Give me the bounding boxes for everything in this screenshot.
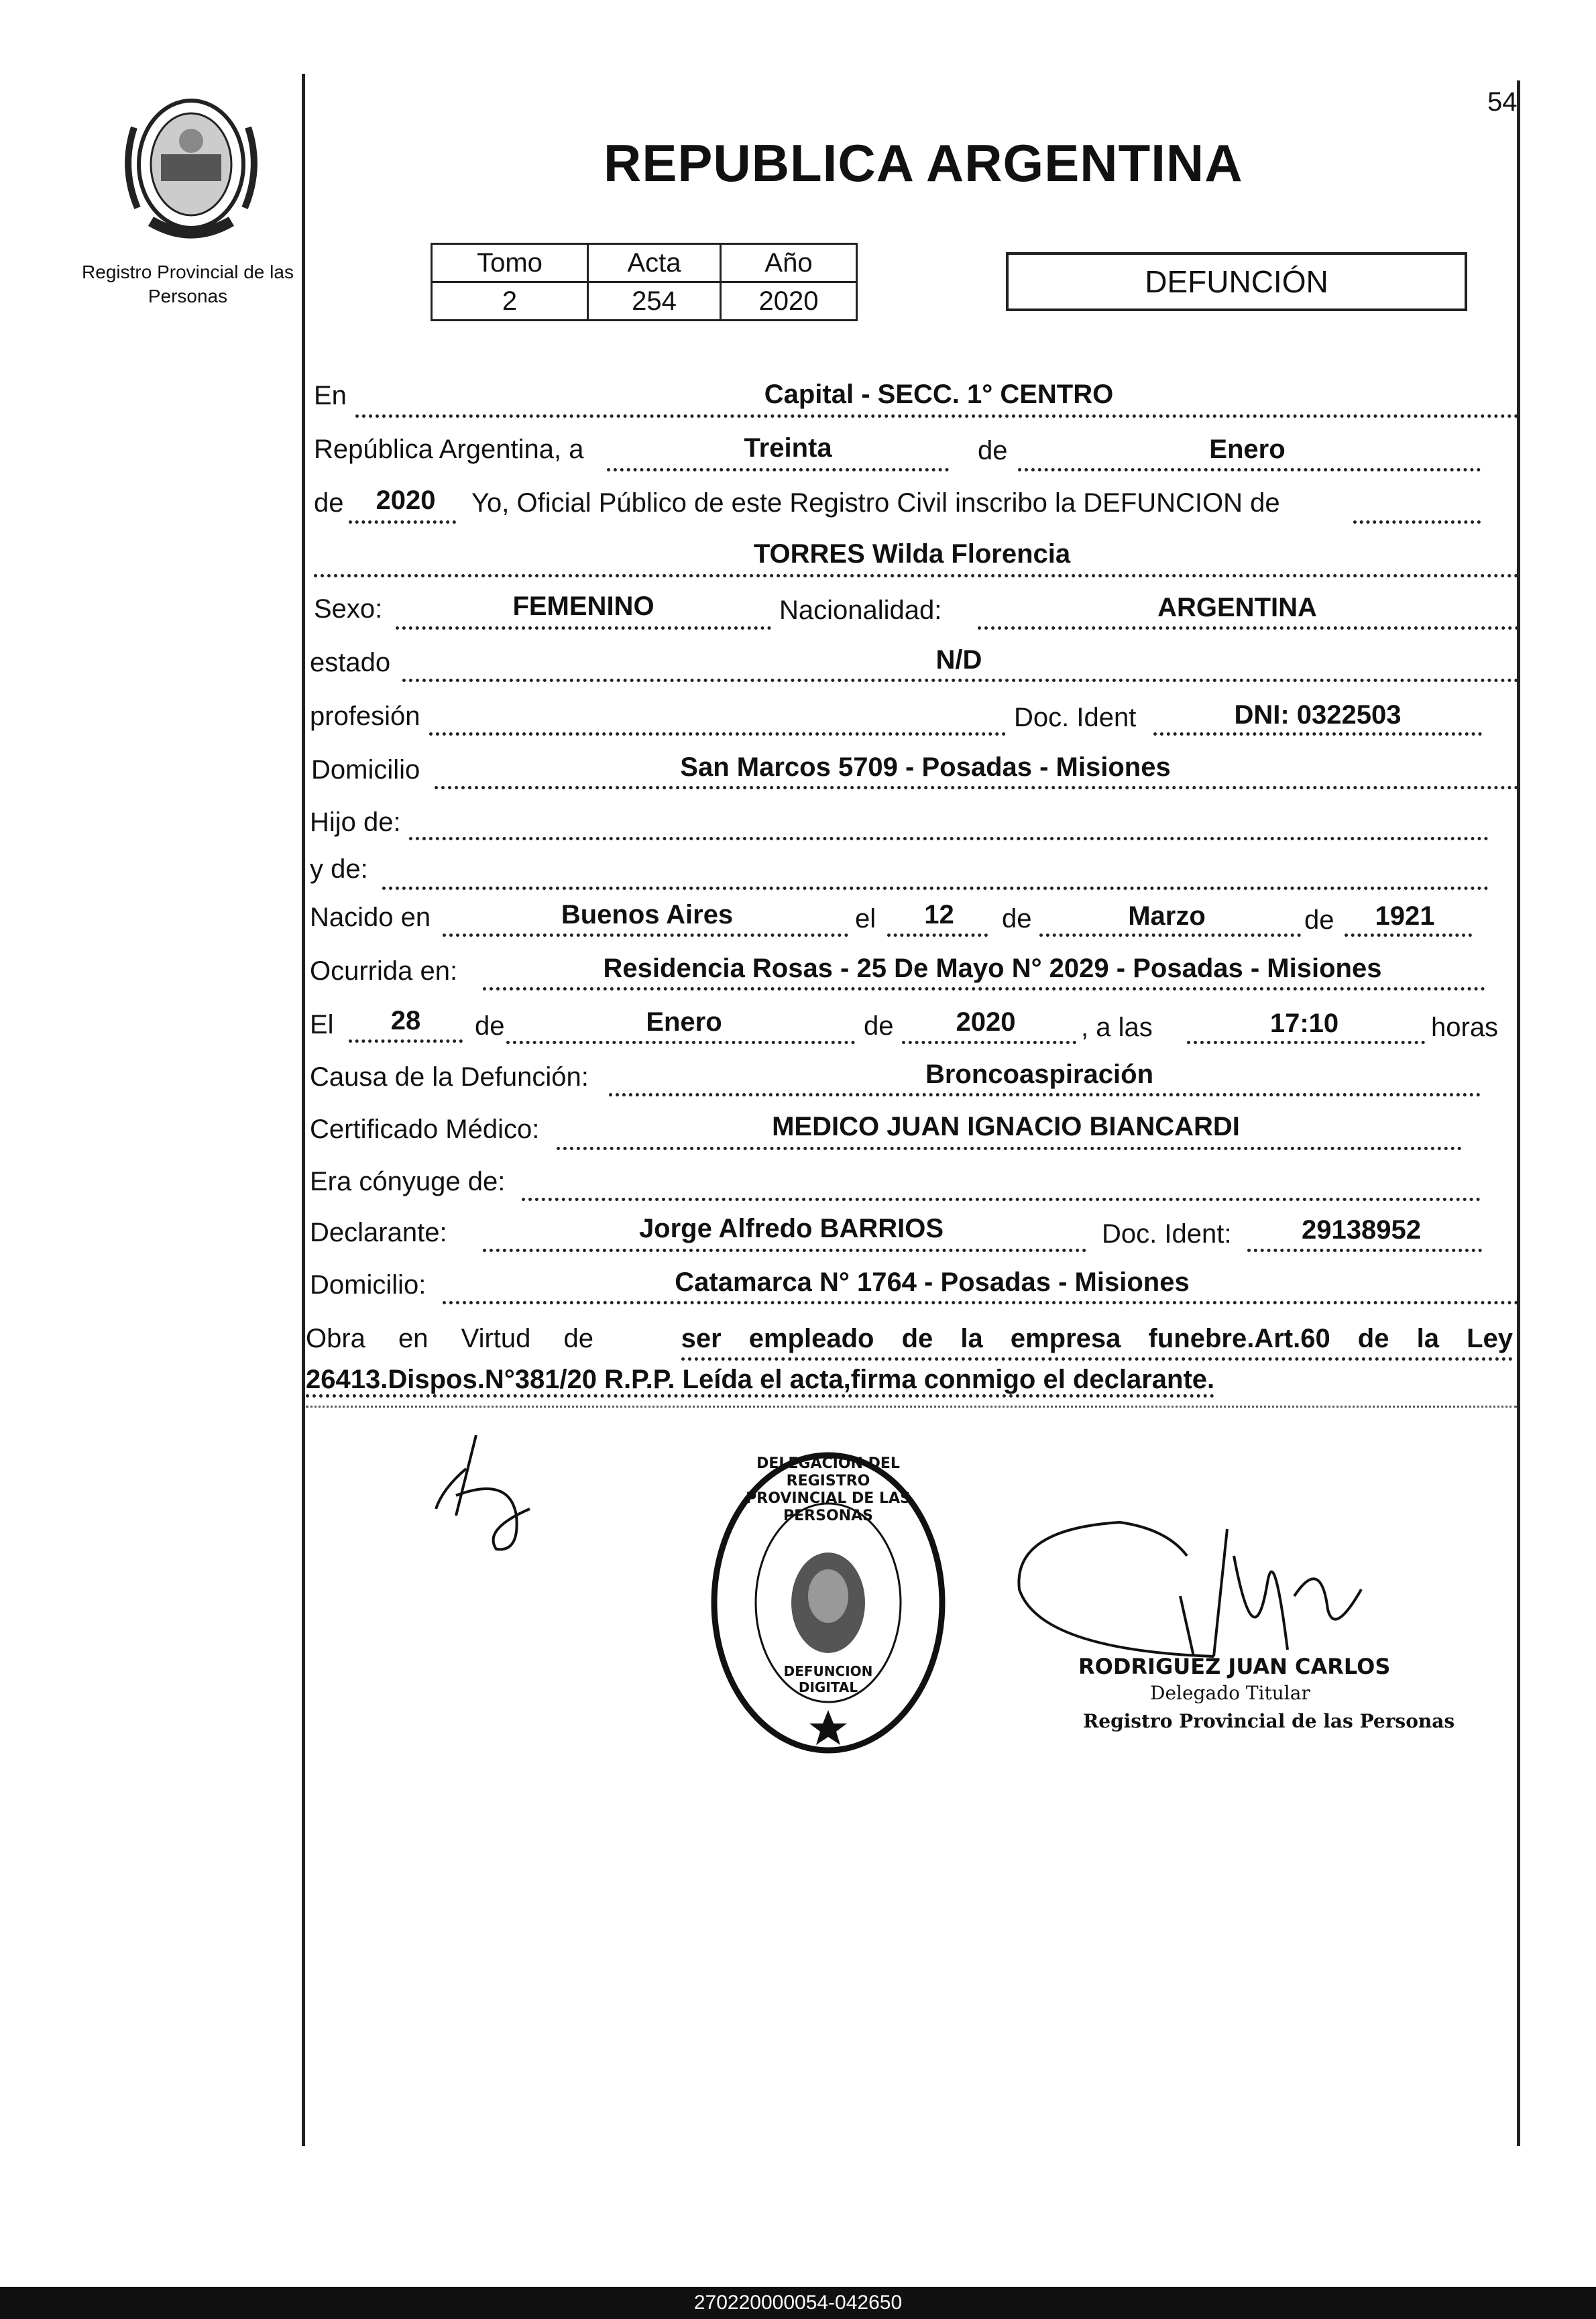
value-anio: 2020 (721, 282, 857, 321)
value-lugar: Capital - SECC. 1° CENTRO (764, 380, 1114, 409)
official-signature (1013, 1502, 1391, 1679)
label-ocurrida: Ocurrida en: (310, 956, 458, 986)
label-de-3: de (1002, 904, 1032, 934)
stamp-inner-text: DEFUNCION DIGITAL (783, 1663, 873, 1695)
label-conyuge: Era cónyuge de: (310, 1167, 506, 1196)
label-doc: Doc. Ident (1014, 703, 1137, 732)
footer-bar (0, 2287, 1596, 2319)
declarant-signature (429, 1428, 550, 1563)
line-nacido-lugar (443, 934, 848, 937)
value-def-dia: 28 (390, 1006, 421, 1035)
value-anio: 2020 (376, 486, 436, 515)
footer-code: 270220000054-042650 (693, 2292, 903, 2314)
line-def-dia (349, 1039, 463, 1043)
value-nacido-dia: 12 (924, 900, 954, 929)
label-profesion: profesión (310, 701, 420, 731)
label-de-4: de (1304, 905, 1334, 935)
line-hora (1187, 1041, 1425, 1044)
value-nacionalidad: ARGENTINA (1157, 593, 1317, 622)
text-yo: Yo, Oficial Público de este Registro Civil inscribo la DEFUNCION de (471, 488, 1280, 518)
line-nacionalidad (978, 626, 1519, 630)
label-declarante: Declarante: (310, 1218, 447, 1247)
value-sexo: FEMENINO (512, 591, 654, 621)
line-lugar (355, 414, 1519, 418)
label-hijo: Hijo de: (310, 807, 401, 837)
label-republica: República Argentina, a (314, 435, 584, 464)
official-name: RODRIGUEZ JUAN CARLOS (1078, 1654, 1391, 1679)
label-obra: Obra en Virtud de (306, 1324, 594, 1353)
left-margin-line (302, 74, 305, 2146)
label-certificado: Certificado Médico: (310, 1115, 540, 1144)
label-de-2: de (314, 488, 344, 518)
line-doc (1153, 732, 1482, 736)
label-nacido: Nacido en (310, 903, 431, 932)
label-de-5: de (475, 1011, 505, 1041)
line-conyuge (522, 1198, 1481, 1201)
value-nacido-lugar: Buenos Aires (561, 900, 734, 929)
value-obra-2: 26413.Dispos.N°381/20 R.P.P. Leída el acta,firma conmigo el declarante. (306, 1365, 1214, 1398)
coat-of-arms-logo (114, 87, 268, 248)
value-dia: Treinta (744, 433, 832, 463)
value-doc2: 29138952 (1302, 1215, 1421, 1245)
line-separator (306, 1406, 1517, 1408)
label-nacionalidad: Nacionalidad: (779, 596, 942, 625)
value-certificado: MEDICO JUAN IGNACIO BIANCARDI (772, 1112, 1240, 1141)
label-El: El (310, 1010, 334, 1039)
value-ocurrida: Residencia Rosas - 25 De Mayo N° 2029 - Posadas - Misiones (603, 954, 1382, 983)
label-yde: y de: (310, 854, 368, 884)
line-anio (349, 520, 456, 524)
line-nacido-anio (1345, 934, 1472, 937)
record-type-box: DEFUNCIÓN (1006, 252, 1467, 311)
record-table (431, 243, 858, 321)
value-nombre: TORRES Wilda Florencia (753, 539, 1071, 569)
page-number: 54 (1487, 87, 1518, 117)
line-def-anio (902, 1041, 1076, 1044)
label-domicilio2: Domicilio: (310, 1270, 426, 1300)
value-doc: DNI: 0322503 (1234, 700, 1402, 730)
line-def-mes (506, 1041, 855, 1044)
value-def-mes: Enero (646, 1007, 722, 1037)
official-title: Delegado Titular (1150, 1682, 1310, 1704)
label-causa: Causa de la Defunción: (310, 1062, 589, 1092)
label-estado: estado (310, 648, 391, 677)
page-title: REPUBLICA ARGENTINA (604, 133, 1243, 192)
header-acta: Acta (588, 244, 721, 282)
line-domicilio (435, 786, 1519, 789)
label-en: En (314, 381, 347, 410)
value-domicilio: San Marcos 5709 - Posadas - Misiones (680, 752, 1171, 782)
line-estado (402, 679, 1519, 682)
official-stamp (707, 1449, 949, 1757)
line-declarante (483, 1249, 1086, 1252)
line-dia (607, 468, 949, 471)
line-sexo (396, 626, 771, 630)
registry-name: Registro Provincial de las Personas (82, 262, 294, 306)
line-nacido-dia (887, 934, 988, 937)
value-obra-1: ser empleado de la empresa funebre.Art.60 de la Ley (681, 1320, 1513, 1361)
stamp-outer-text: DELEGACION DEL REGISTRO PROVINCIAL DE LAS PERSONAS (746, 1455, 911, 1524)
value-hora: 17:10 (1269, 1009, 1339, 1038)
line-yde (382, 887, 1489, 890)
line-domicilio2 (443, 1301, 1519, 1304)
value-declarante: Jorge Alfredo BARRIOS (638, 1214, 944, 1243)
label-de-6: de (864, 1011, 894, 1041)
label-domicilio: Domicilio (311, 755, 420, 785)
line-yo-end (1353, 520, 1481, 524)
official-org: Registro Provincial de las Personas (1083, 1710, 1455, 1732)
value-acta: 254 (588, 282, 721, 321)
label-horas: horas (1431, 1013, 1499, 1042)
line-ocurrida (483, 987, 1485, 991)
value-mes: Enero (1209, 435, 1286, 464)
line-certificado (557, 1147, 1462, 1150)
obra-paragraph (306, 1320, 1513, 1398)
value-nacido-anio: 1921 (1375, 901, 1435, 931)
line-nombre (314, 574, 1519, 577)
header-anio: Año (721, 244, 857, 282)
right-margin-line (1517, 80, 1520, 2146)
value-domicilio2: Catamarca N° 1764 - Posadas - Misiones (675, 1267, 1190, 1297)
line-causa (609, 1093, 1481, 1096)
label-doc2: Doc. Ident: (1102, 1219, 1232, 1249)
line-nacido-mes (1039, 934, 1301, 937)
value-tomo: 2 (432, 282, 588, 321)
label-alas: , a las (1081, 1013, 1153, 1042)
label-de-1: de (978, 436, 1008, 465)
line-profesion (429, 732, 1006, 736)
header-tomo: Tomo (432, 244, 588, 282)
value-def-anio: 2020 (956, 1007, 1016, 1037)
value-causa: Broncoaspiración (925, 1060, 1154, 1089)
value-nacido-mes: Marzo (1128, 901, 1206, 931)
label-sexo: Sexo: (314, 594, 383, 624)
line-doc2 (1247, 1249, 1482, 1252)
line-hijo (409, 837, 1489, 840)
value-estado: N/D (935, 645, 982, 675)
label-el: el (855, 904, 876, 934)
line-mes (1018, 468, 1481, 471)
